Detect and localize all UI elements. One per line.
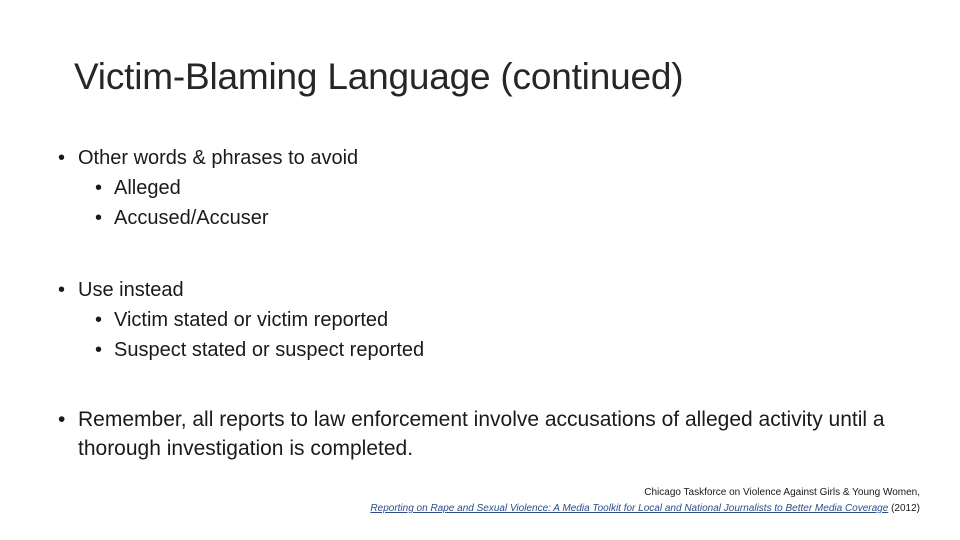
sub-bullet-text: Alleged <box>114 177 181 199</box>
bullet-avoid-text: Other words & phrases to avoid <box>78 147 359 169</box>
bullet-dot: • <box>95 207 103 229</box>
sub-bullet-text: Suspect stated or suspect reported <box>114 339 425 361</box>
sub-bullet-suspect <box>58 335 948 365</box>
sub-bullet-alleged <box>58 173 948 203</box>
bullet-avoid <box>58 143 948 173</box>
bullet-use-instead <box>58 275 948 305</box>
citation-link[interactable]: Reporting on Rape and Sexual Violence: A Media Toolkit for Local and National Journalists to Better Media Coverage <box>370 503 889 514</box>
bullet-dot: • <box>58 279 66 301</box>
bullet-remember <box>58 405 958 463</box>
bullet-dot: • <box>95 339 103 361</box>
bullet-dot: • <box>58 147 66 169</box>
sub-bullet-text: Victim stated or victim reported <box>114 309 389 331</box>
bullet-dot: • <box>95 309 103 331</box>
bullet-dot: • <box>58 408 66 431</box>
citation-source <box>370 501 920 517</box>
citation-year: (2012) <box>891 503 920 514</box>
sub-bullet-accused <box>58 203 948 233</box>
sub-bullet-text: Accused/Accuser <box>114 207 269 229</box>
body-list <box>58 143 948 463</box>
bullet-use-instead-text: Use instead <box>78 279 184 301</box>
sub-bullet-victim <box>58 305 948 335</box>
bullet-remember-text: Remember, all reports to law enforcement involve accusations of alleged activity until a thorough investigation is completed. <box>78 408 885 460</box>
bullet-dot: • <box>95 177 103 199</box>
slide-title: Victim-Blaming Language (continued) <box>74 56 684 97</box>
citation <box>370 485 920 517</box>
citation-line: Chicago Taskforce on Violence Against Girls & Young Women, <box>644 487 920 498</box>
